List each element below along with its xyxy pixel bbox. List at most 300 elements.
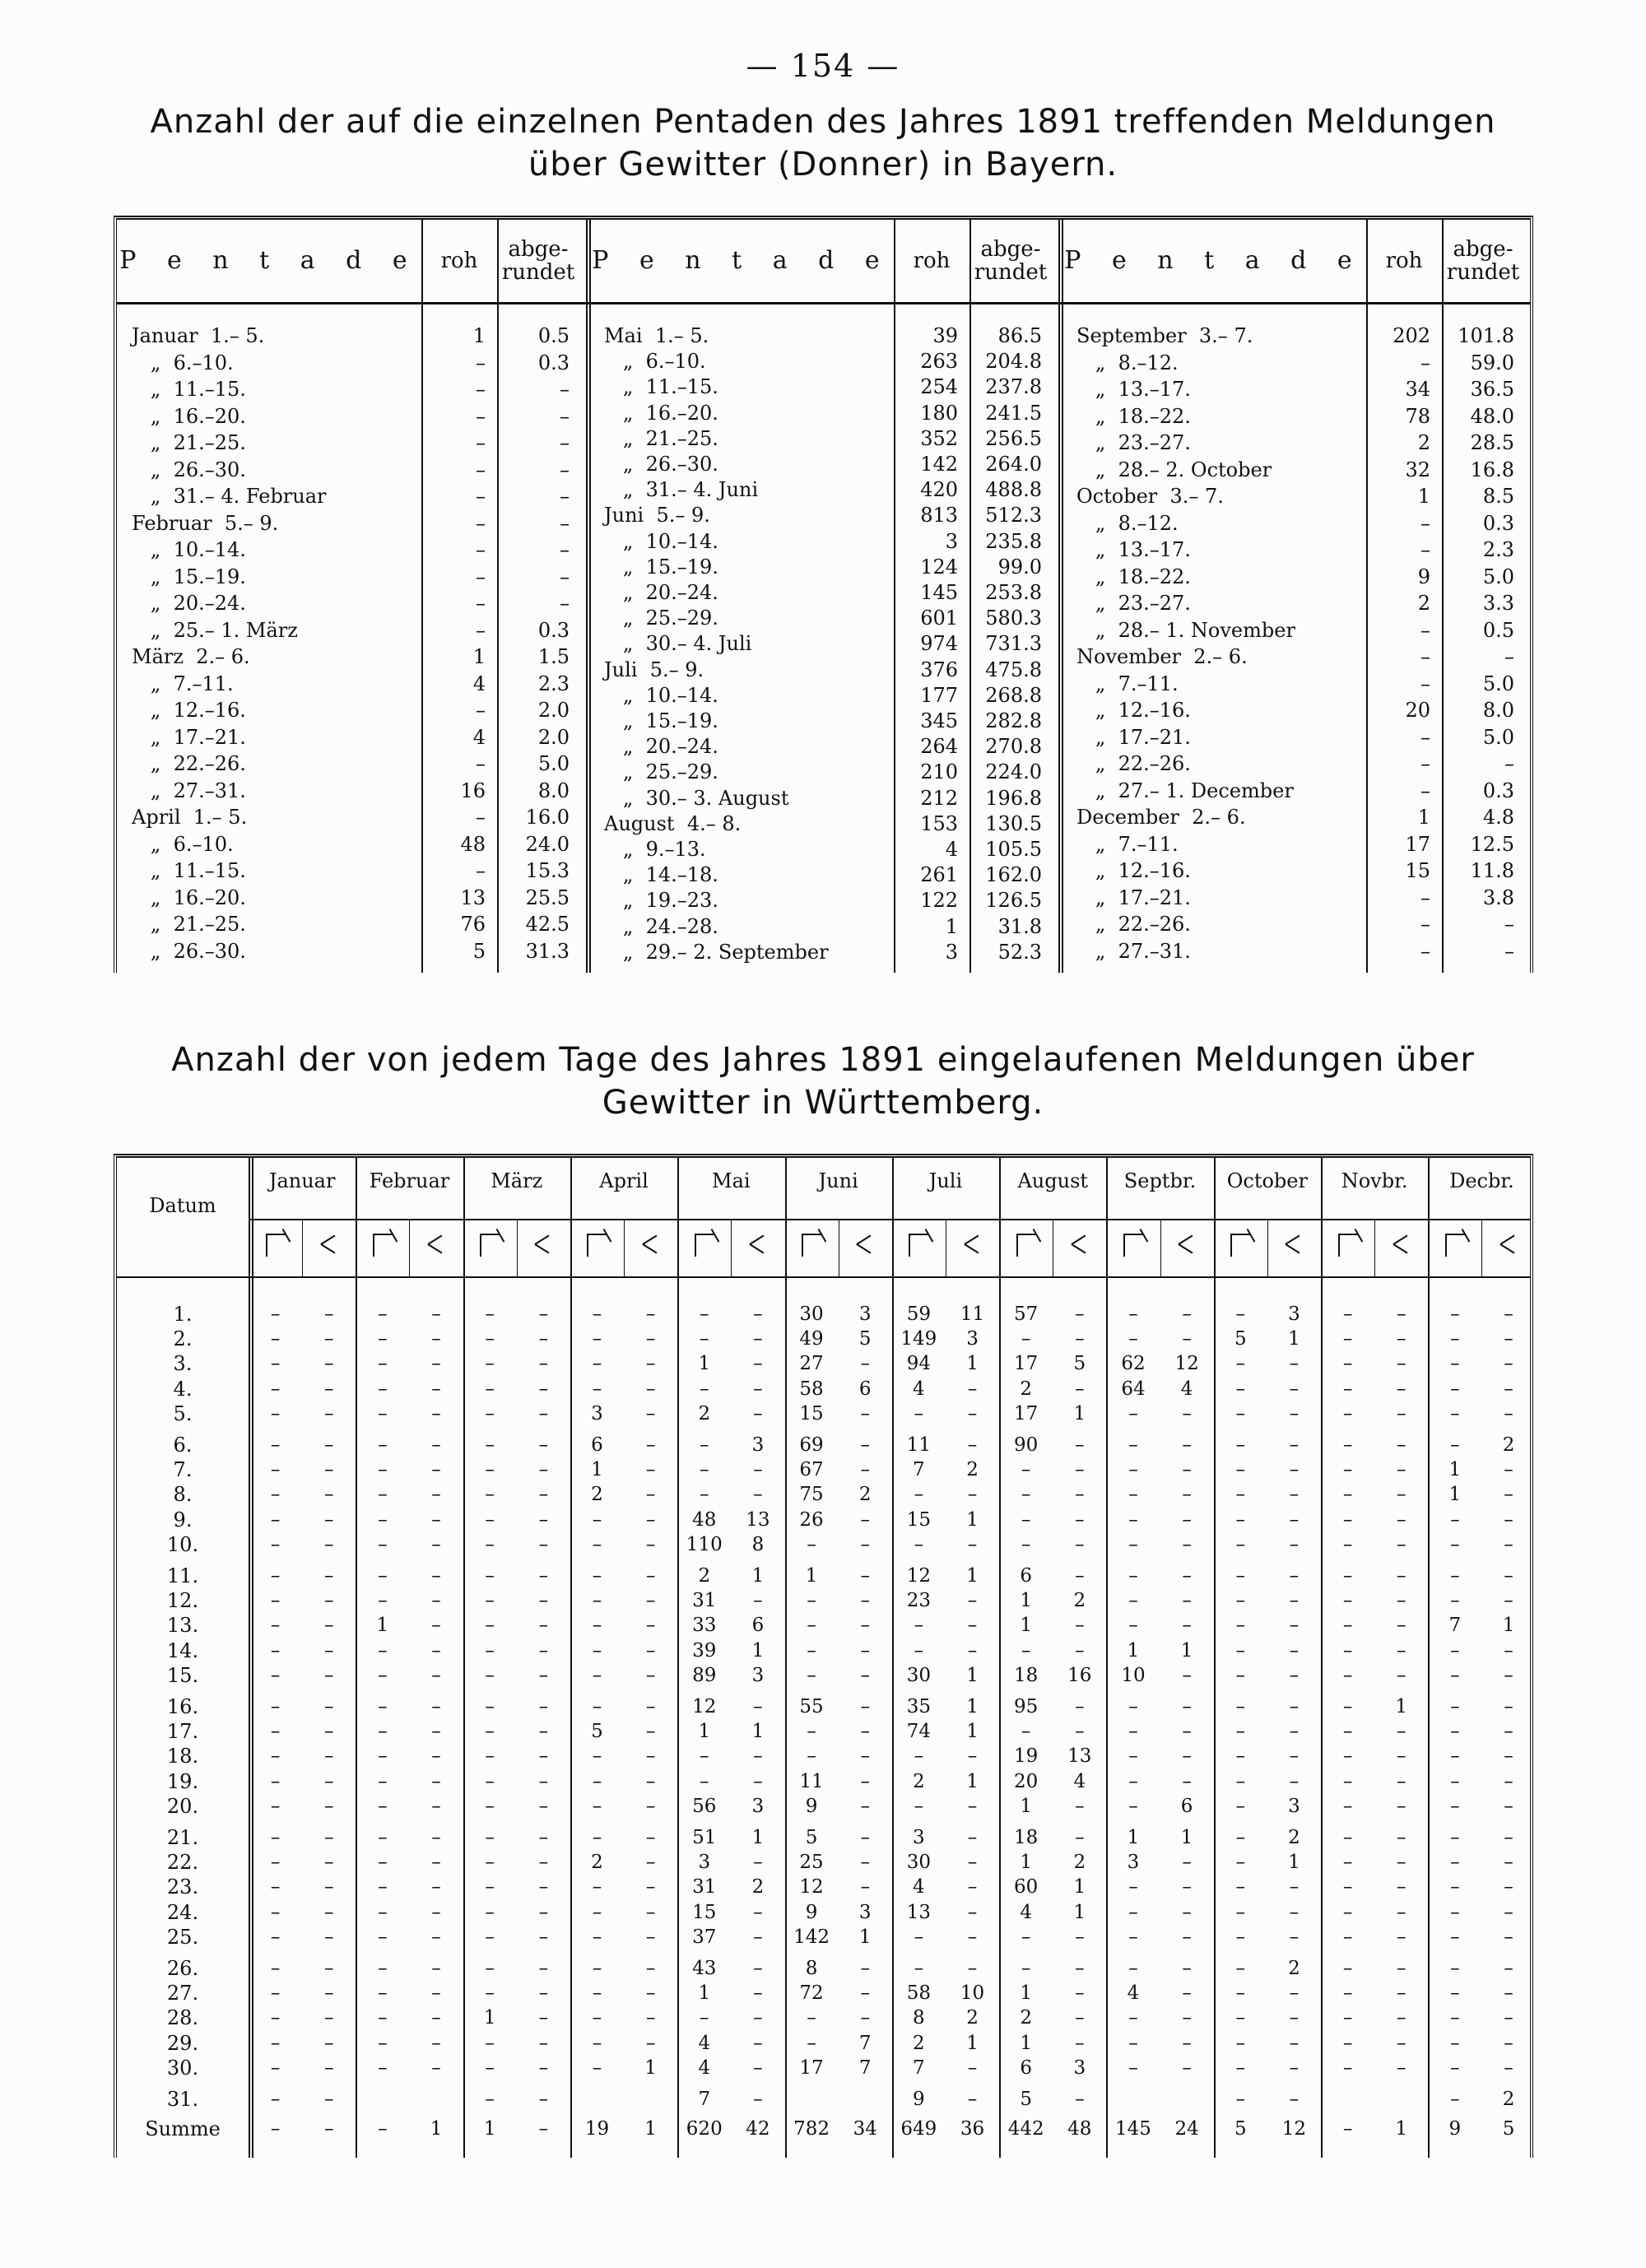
data-cell: – <box>592 1795 602 1817</box>
datum-cell: 30. <box>166 2056 199 2080</box>
data-cell: 24 <box>1174 2118 1199 2140</box>
data-cell: 48 <box>692 1508 717 1531</box>
data-cell: – <box>592 1639 602 1661</box>
data-cell: – <box>1235 1304 1245 1325</box>
data-cell: 11 <box>960 1304 985 1325</box>
data-cell: – <box>592 2057 602 2079</box>
data-cell: 9 <box>805 1795 818 1817</box>
abgerundet-value: 8.0 <box>1482 699 1514 722</box>
data-cell: – <box>538 2089 549 2110</box>
abgerundet-header-line1: abge- <box>1453 237 1513 262</box>
data-cell: 15 <box>906 1508 931 1531</box>
data-cell: – <box>270 1615 281 1637</box>
data-cell: – <box>1289 1484 1300 1506</box>
pentade-label: „ 13.–17. <box>1076 378 1191 401</box>
thunder-symbol-cell <box>1114 1234 1151 1262</box>
data-cell: – <box>378 2118 388 2140</box>
data-cell: 2 <box>591 1484 603 1506</box>
lightning-symbol-cell <box>632 1234 669 1258</box>
data-cell: – <box>485 1852 495 1874</box>
pentade-label: „ 23.–27. <box>1076 592 1191 615</box>
data-cell: – <box>1396 1901 1407 1923</box>
data-cell: – <box>967 1827 978 1848</box>
data-cell: 1 <box>1020 1615 1032 1637</box>
data-cell: – <box>1021 1328 1031 1350</box>
lightning-icon <box>965 1234 981 1253</box>
data-cell: – <box>378 1459 388 1481</box>
pentade-label: „ 10.–14. <box>604 683 718 707</box>
pentade-label: „ 9.–13. <box>604 838 706 861</box>
pentade-row <box>589 710 1052 732</box>
data-cell: – <box>323 1590 334 1612</box>
data-cell: – <box>1289 1664 1300 1686</box>
data-cell: 26 <box>799 1508 824 1531</box>
roh-value: 813 <box>920 504 958 527</box>
pentade-label: „ 12.–16. <box>1076 699 1191 722</box>
roh-value: – <box>476 565 486 588</box>
data-cell: – <box>538 1508 549 1531</box>
data-cell: – <box>270 2057 281 2079</box>
data-cell: 1 <box>751 1639 765 1661</box>
data-cell: 649 <box>900 2118 937 2140</box>
thunder-icon <box>1123 1234 1143 1257</box>
data-cell: – <box>1289 1745 1300 1768</box>
thunder-icon <box>480 1234 500 1257</box>
pentade-label: „ 26.–30. <box>132 458 246 481</box>
data-cell: 4 <box>698 2032 711 2054</box>
thunder-icon <box>1445 1234 1465 1257</box>
data-cell: – <box>1504 1353 1513 1375</box>
data-cell: – <box>1075 1378 1085 1400</box>
data-cell: – <box>538 1876 549 1899</box>
pentade-header: P e n t a d e <box>119 246 419 275</box>
data-cell: 1 <box>1180 1639 1193 1661</box>
data-cell: – <box>967 1378 978 1400</box>
data-cell: – <box>1450 1795 1460 1817</box>
abgerundet-value: 5.0 <box>1482 725 1514 749</box>
data-cell: – <box>645 1304 656 1325</box>
data-cell: – <box>485 2057 495 2079</box>
data-cell: – <box>807 1590 816 1612</box>
data-cell: – <box>538 1615 549 1637</box>
datum-cell: 24. <box>166 1900 199 1924</box>
data-cell: – <box>323 1615 334 1637</box>
data-cell: – <box>538 1795 549 1817</box>
data-cell: – <box>753 1378 763 1400</box>
data-cell: – <box>431 1508 441 1531</box>
data-cell: 58 <box>799 1378 824 1400</box>
data-cell: 1 <box>1073 1901 1086 1923</box>
abgerundet-value: 282.8 <box>985 709 1042 732</box>
abgerundet-value: 99.0 <box>997 555 1042 579</box>
data-cell: 1 <box>1127 1639 1140 1661</box>
header-rule <box>117 302 1530 304</box>
month-subdivider <box>409 1219 410 1276</box>
data-cell: 620 <box>686 2118 723 2140</box>
data-cell <box>1321 2088 1374 2111</box>
data-cell: – <box>1182 1459 1192 1481</box>
data-cell: – <box>323 1484 334 1506</box>
data-cell: – <box>1450 2057 1460 2079</box>
data-cell: 1 <box>751 1565 765 1587</box>
pentade-label: „ 16.–20. <box>132 404 246 428</box>
data-cell: – <box>431 1827 441 1848</box>
data-cell: 9 <box>1448 2118 1462 2140</box>
data-cell: – <box>1182 1565 1192 1587</box>
pentade-label: August 4.– 8. <box>604 811 742 835</box>
data-cell: – <box>753 1982 763 2005</box>
data-cell: – <box>1450 1745 1460 1768</box>
data-cell: – <box>270 2007 281 2029</box>
roh-value: 142 <box>920 453 958 476</box>
abgerundet-header-line2: rundet <box>1446 260 1520 285</box>
data-cell: – <box>860 1696 870 1717</box>
data-cell: – <box>753 1484 763 1506</box>
data-cell <box>1160 2088 1214 2111</box>
pentade-label: Januar 1.– 5. <box>132 324 265 347</box>
data-cell: – <box>592 1770 602 1792</box>
pentade-label: „ 22.–26. <box>1076 913 1191 936</box>
data-cell: – <box>270 1958 281 1979</box>
data-cell: 64 <box>1121 1378 1146 1400</box>
data-cell: – <box>270 1378 281 1400</box>
data-cell: – <box>270 1664 281 1686</box>
data-cell: 1 <box>644 2118 657 2140</box>
data-cell: – <box>1450 1434 1460 1456</box>
pentade-row <box>589 402 1052 424</box>
data-cell: – <box>592 1664 602 1686</box>
pentade-row <box>117 486 579 507</box>
pentade-label: „ 26.–30. <box>604 453 718 476</box>
data-cell: – <box>1235 1745 1245 1768</box>
roh-value: 212 <box>920 786 958 810</box>
data-cell: – <box>538 1664 549 1686</box>
abgerundet-header-line2: rundet <box>501 260 575 285</box>
data-cell: – <box>860 1639 870 1661</box>
data-cell: 7 <box>698 2089 711 2110</box>
data-cell: – <box>645 1795 656 1817</box>
data-cell: – <box>1128 1533 1138 1555</box>
lightning-icon <box>750 1234 766 1253</box>
abgerundet-header <box>497 220 579 302</box>
data-cell: – <box>538 1565 549 1587</box>
data-cell: 1 <box>698 1982 711 2005</box>
data-cell: – <box>1504 1795 1513 1817</box>
datum-cell: 6. <box>173 1434 193 1457</box>
data-cell: 59 <box>906 1304 931 1325</box>
roh-value: – <box>476 752 486 775</box>
data-cell: 1 <box>698 1353 711 1375</box>
data-cell: 60 <box>1014 1876 1039 1899</box>
pentade-row <box>1062 620 1524 641</box>
data-cell: – <box>323 1852 334 1874</box>
data-cell: – <box>1342 1901 1353 1923</box>
abgerundet-value: 235.8 <box>985 529 1042 553</box>
pentade-label: „ 17.–21. <box>132 725 246 749</box>
data-cell: – <box>538 1484 549 1506</box>
abgerundet-value: 2.3 <box>537 672 570 695</box>
abgerundet-value: 126.5 <box>985 889 1042 913</box>
roh-value: 4 <box>472 725 486 749</box>
abgerundet-value: – <box>1504 913 1514 936</box>
roh-value: – <box>476 404 486 428</box>
data-cell: – <box>378 1696 388 1717</box>
data-cell: – <box>645 1484 656 1506</box>
data-cell: – <box>860 1533 870 1555</box>
data-cell: 4 <box>913 1378 925 1400</box>
abgerundet-value: 0.5 <box>537 324 570 347</box>
data-cell: – <box>967 1402 978 1424</box>
data-cell: – <box>1450 1901 1460 1923</box>
data-cell: – <box>1235 1901 1245 1923</box>
data-cell: – <box>1128 1508 1138 1531</box>
data-cell: – <box>1396 1982 1407 2005</box>
data-cell: – <box>753 2057 763 2079</box>
roh-value: 177 <box>920 683 958 707</box>
data-cell: – <box>592 1328 602 1350</box>
data-cell: 1 <box>751 1827 765 1848</box>
data-cell <box>409 2088 463 2111</box>
data-cell: – <box>1504 1876 1513 1899</box>
data-cell: – <box>1235 1926 1245 1948</box>
data-cell: – <box>807 1745 816 1768</box>
data-cell: – <box>645 1402 656 1424</box>
roh-value: 78 <box>1405 404 1430 428</box>
data-cell: – <box>431 1696 441 1717</box>
data-cell: – <box>700 1484 709 1506</box>
data-cell: – <box>1235 1696 1245 1717</box>
data-cell: – <box>1504 1378 1513 1400</box>
data-cell: – <box>1342 1533 1353 1555</box>
roh-value: 601 <box>920 607 958 630</box>
data-cell: – <box>1289 1721 1300 1743</box>
roh-value: 974 <box>920 632 958 656</box>
data-cell: – <box>645 1926 656 1948</box>
data-cell: 20 <box>1014 1770 1039 1792</box>
data-cell: 10 <box>960 1982 985 2005</box>
data-cell: 8 <box>913 2007 925 2029</box>
roh-value: 9 <box>1417 565 1430 588</box>
abgerundet-value: 264.0 <box>985 453 1042 476</box>
data-cell: – <box>1235 2032 1245 2054</box>
roh-value: 124 <box>920 555 958 579</box>
data-cell: – <box>538 1402 549 1424</box>
data-cell: – <box>538 1590 549 1612</box>
data-cell: – <box>592 1533 602 1555</box>
data-cell: – <box>1021 1459 1031 1481</box>
data-cell: – <box>1504 1664 1513 1686</box>
data-cell: – <box>270 1565 281 1587</box>
roh-value: – <box>1420 752 1430 775</box>
pentade-label: „ 11.–15. <box>132 859 246 882</box>
data-cell: – <box>485 1876 495 1899</box>
data-cell: 10 <box>1121 1664 1146 1686</box>
data-cell: – <box>1396 1378 1407 1400</box>
abgerundet-value: – <box>560 404 570 428</box>
datum-cell: 11. <box>166 1564 199 1587</box>
data-cell: 9 <box>913 2089 925 2110</box>
data-cell: – <box>1504 1328 1513 1350</box>
data-cell: – <box>1504 1852 1513 1874</box>
roh-value: – <box>1420 939 1430 963</box>
pentade-label: „ 16.–20. <box>604 401 718 425</box>
data-cell: – <box>378 1328 388 1350</box>
data-cell: 3 <box>1127 1852 1140 1874</box>
data-cell: 1 <box>751 1721 765 1743</box>
data-cell: 2 <box>1502 1434 1515 1456</box>
datum-cell: 15. <box>166 1663 199 1687</box>
data-cell: – <box>270 1459 281 1481</box>
data-cell: 1 <box>1448 1484 1462 1506</box>
data-cell: 2 <box>966 1459 979 1481</box>
abgerundet-value: 12.5 <box>1470 832 1514 856</box>
data-cell: – <box>1182 1696 1192 1717</box>
pentade-row <box>117 727 579 748</box>
lightning-symbol-cell <box>1276 1234 1313 1258</box>
data-cell: – <box>270 1484 281 1506</box>
datum-cell: 4. <box>173 1377 193 1401</box>
data-cell: – <box>592 1696 602 1717</box>
abgerundet-header-line2: rundet <box>974 260 1048 285</box>
data-cell: – <box>1342 1795 1353 1817</box>
pentade-row <box>1062 486 1524 507</box>
data-cell: – <box>1289 1402 1300 1424</box>
data-cell: – <box>1342 1958 1353 1979</box>
data-cell: – <box>270 1402 281 1424</box>
abgerundet-value: 42.5 <box>525 913 570 936</box>
data-cell <box>1374 2088 1428 2111</box>
data-cell: 56 <box>692 1795 717 1817</box>
data-cell: – <box>270 1926 281 1948</box>
data-cell: 6 <box>1020 2057 1032 2079</box>
data-cell: – <box>1342 1304 1353 1325</box>
data-cell: 1 <box>430 2118 443 2140</box>
roh-value: 122 <box>920 889 958 913</box>
data-cell: 3 <box>1288 1304 1300 1325</box>
data-cell: – <box>431 1590 441 1612</box>
data-cell: – <box>1128 1926 1138 1948</box>
data-cell: – <box>1289 1434 1300 1456</box>
thunder-icon <box>909 1234 928 1257</box>
pentade-label: „ 15.–19. <box>604 555 718 579</box>
pentade-row <box>117 860 579 881</box>
data-cell: – <box>378 1827 388 1848</box>
data-cell: 2 <box>591 1852 603 1874</box>
datum-cell: 28. <box>166 2006 199 2030</box>
data-cell: – <box>1021 1926 1031 1948</box>
data-cell: 4 <box>1127 1982 1140 2005</box>
data-cell: – <box>1235 1795 1245 1817</box>
data-cell: 35 <box>906 1696 931 1717</box>
lightning-icon <box>535 1234 551 1253</box>
roh-value: – <box>476 806 486 829</box>
pentade-label: „ 26.–30. <box>132 939 246 963</box>
data-cell: – <box>1504 1459 1513 1481</box>
data-cell: – <box>592 1590 602 1612</box>
data-cell: – <box>1342 1664 1353 1686</box>
data-cell: – <box>378 1770 388 1792</box>
data-cell: 1 <box>966 2032 979 2054</box>
data-cell: – <box>1450 1590 1460 1612</box>
data-cell: – <box>1128 2057 1138 2079</box>
data-cell: – <box>431 1533 441 1555</box>
pentade-row <box>1062 913 1524 935</box>
data-cell: – <box>538 1459 549 1481</box>
roh-value: 153 <box>920 811 958 835</box>
data-cell: – <box>860 1434 870 1456</box>
pentade-row <box>1062 860 1524 881</box>
data-cell: – <box>1342 1590 1353 1612</box>
data-cell: – <box>485 1533 495 1555</box>
abgerundet-value: 237.8 <box>985 375 1042 399</box>
data-cell: 7 <box>1448 1615 1462 1637</box>
lightning-symbol-cell <box>310 1234 347 1258</box>
data-cell: – <box>860 1402 870 1424</box>
roh-value: 17 <box>1405 832 1430 856</box>
data-cell: – <box>753 1770 763 1792</box>
datum-cell: 2. <box>173 1327 193 1351</box>
data-cell: – <box>914 1533 924 1555</box>
data-cell: – <box>1075 1721 1085 1743</box>
pentade-row <box>117 432 579 453</box>
data-cell: – <box>645 1721 656 1743</box>
data-cell: – <box>323 1328 334 1350</box>
data-cell: – <box>323 2118 334 2140</box>
month-header: Septbr. <box>1123 1169 1197 1192</box>
month-header: Mai <box>712 1169 751 1192</box>
data-cell: 19 <box>1014 1745 1039 1768</box>
data-cell: – <box>1450 1852 1460 1874</box>
datum-header: Datum <box>149 1194 216 1217</box>
data-cell: – <box>378 1508 388 1531</box>
data-cell: – <box>378 1926 388 1948</box>
data-cell: 90 <box>1014 1434 1039 1456</box>
data-cell: – <box>1289 1353 1300 1375</box>
data-cell: – <box>1128 1565 1138 1587</box>
data-cell: – <box>1128 1434 1138 1456</box>
data-cell: – <box>700 1745 709 1768</box>
data-cell: 5 <box>858 1328 872 1350</box>
data-cell: – <box>538 1533 549 1555</box>
data-cell: – <box>700 2007 709 2029</box>
pentade-row <box>1062 699 1524 721</box>
pentade-label: „ 21.–25. <box>132 431 246 454</box>
pentade-row <box>1062 325 1524 346</box>
data-cell: – <box>323 2089 334 2110</box>
data-cell: – <box>1396 1770 1407 1792</box>
data-cell: – <box>1235 1827 1245 1848</box>
data-cell: – <box>1182 1434 1192 1456</box>
lightning-symbol-cell <box>1383 1234 1420 1258</box>
data-cell: – <box>1128 1484 1138 1506</box>
abgerundet-value: 3.8 <box>1482 885 1514 909</box>
data-cell: 16 <box>1067 1664 1092 1686</box>
data-cell: 72 <box>799 1982 824 2005</box>
roh-value: 76 <box>460 913 486 936</box>
roh-value: 345 <box>920 709 958 732</box>
data-cell: – <box>431 1565 441 1587</box>
data-cell: – <box>860 1876 870 1899</box>
pentade-label: Juni 5.– 9. <box>604 504 710 527</box>
data-cell: – <box>645 1876 656 1899</box>
data-cell: – <box>1021 1484 1031 1506</box>
data-cell: – <box>1182 1958 1192 1979</box>
data-cell: 8 <box>805 1958 818 1979</box>
data-cell: – <box>1182 1508 1192 1531</box>
pentade-row <box>589 453 1052 475</box>
data-cell: – <box>538 1304 549 1325</box>
data-cell: 69 <box>799 1434 824 1456</box>
